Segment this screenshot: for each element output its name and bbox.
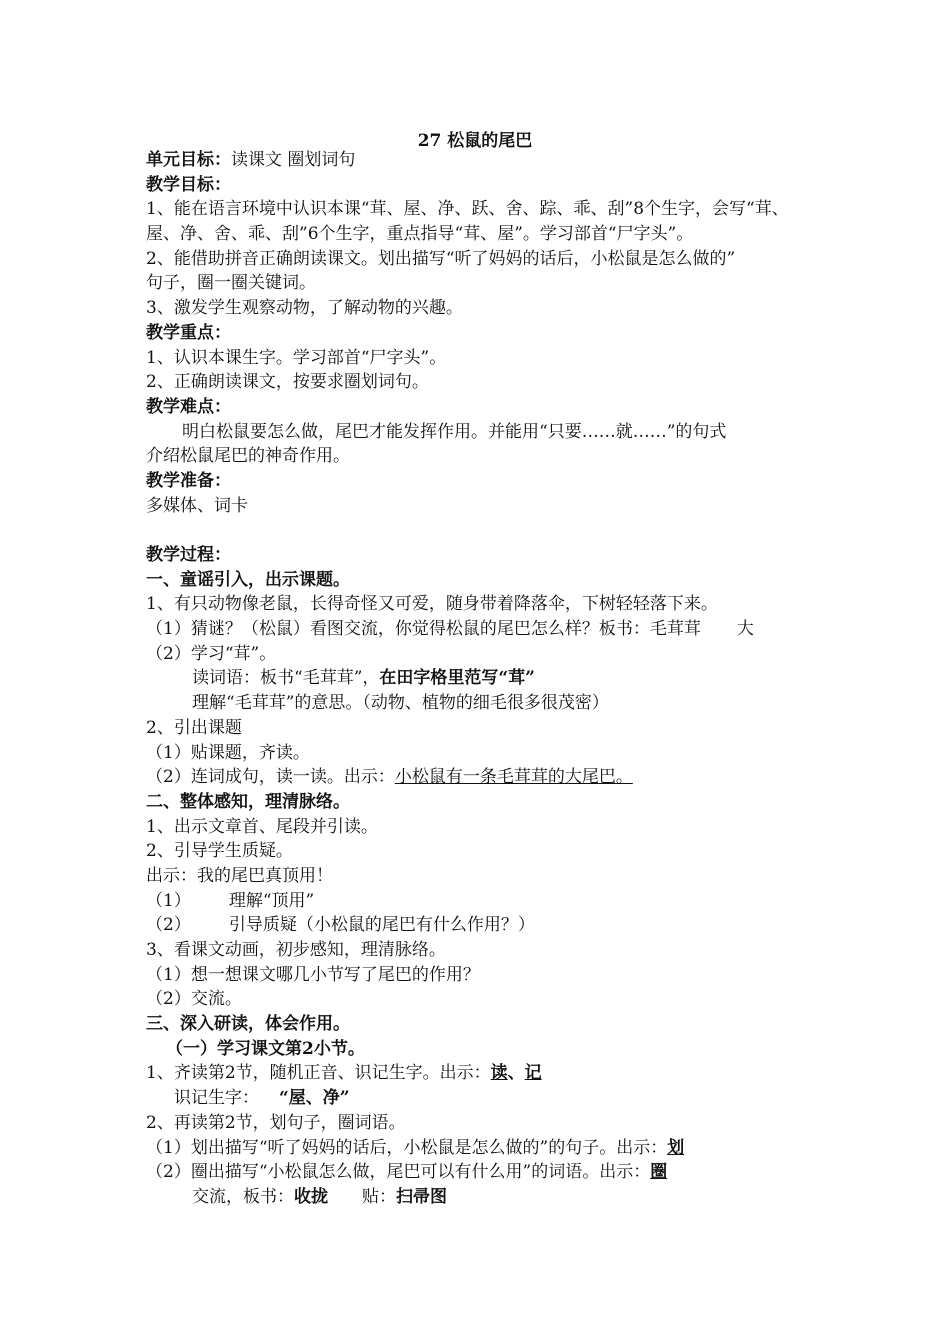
section-3-line-1 <box>146 1061 826 1086</box>
section-2-line-4 <box>146 889 826 914</box>
section-2-line-3: 出示：我的尾巴真顶用！ <box>146 865 333 886</box>
remember-card: 记 <box>524 1063 542 1084</box>
section-2-line-6: 3、看课文动画，初步感知，理清脉络。 <box>146 940 446 960</box>
unit-goal-text: 读课文 圈划词句 <box>231 150 356 170</box>
item-text: 引导质疑（小松鼠的尾巴有什么作用？） <box>228 915 535 936</box>
section-3-line-4 <box>146 1136 826 1161</box>
key-points-heading: 教学重点： <box>146 322 231 343</box>
item-text: 理解“顶用” <box>228 890 315 911</box>
unit-goal-label: 单元目标： <box>146 150 231 170</box>
memorize-chars: “屋、净” <box>279 1088 350 1109</box>
section-3-heading: 三、深入研读，体会作用。 <box>146 1014 350 1035</box>
underline-task-text: （1）划出描写“听了妈妈的话后，小松鼠是怎么做的”的句子。出示： <box>146 1137 668 1158</box>
document-title: 27 松鼠的尾巴 <box>417 131 533 151</box>
item-number: （2） <box>146 915 191 936</box>
section-1-line-2 <box>146 617 826 642</box>
section-1-heading: 一、童谣引入，出示课题。 <box>146 569 350 590</box>
section-2-line-2: 2、引导学生质疑。 <box>146 841 293 862</box>
memorize-label: 识记生字： <box>174 1088 259 1109</box>
broom-picture-label: 扫帚图 <box>396 1186 447 1207</box>
goal-1-line-1: 1、能在语言环境中认识本课“茸、屋、净、跃、舍、踪、乖、刮”8个生字，会写“茸、 <box>146 199 789 220</box>
key-point-2: 2、正确朗读课文，按要求圈划词句。 <box>146 372 429 393</box>
section-1-line-3: （2）学习“茸”。 <box>146 643 277 664</box>
difficulty-line-2: 介绍松鼠尾巴的神奇作用。 <box>146 446 350 467</box>
paste-label: 贴： <box>362 1186 396 1207</box>
section-3-subheading: （一）学习课文第2小节。 <box>166 1038 365 1059</box>
write-demo-text: 在田字格里范写“茸” <box>379 668 535 689</box>
process-heading: 教学过程： <box>146 545 231 565</box>
section-1-line-7: （1）贴课题，齐读。 <box>146 742 310 763</box>
section-1-line-2-tail: 大 <box>736 619 754 640</box>
section-2-line-7: （1）想一想课文哪几小节写了尾巴的作用？ <box>146 964 480 985</box>
goal-2-line-2: 句子，圈一圈关键词。 <box>146 273 316 294</box>
blank-line <box>146 518 826 543</box>
unit-goal-line <box>146 148 826 173</box>
document-body <box>146 148 826 1210</box>
connect-words-text: （2）连词成句，读一读。出示： <box>146 767 395 788</box>
section-1-line-4 <box>146 666 826 691</box>
section-2-line-1: 1、出示文章首、尾段并引读。 <box>146 816 378 837</box>
underline-card: 划 <box>667 1137 685 1158</box>
section-2-line-8: （2）交流。 <box>146 989 242 1010</box>
section-3-line-3: 2、再读第2节，划句子，圈词语。 <box>146 1112 406 1133</box>
difficulty-line-1: 明白松鼠要怎么做，尾巴才能发挥作用。并能用“只要……就……”的句式 <box>182 421 727 442</box>
prep-text: 多媒体、词卡 <box>146 495 248 516</box>
goal-1-line-2: 屋、净、舍、乖、刮”6个生字，重点指导“茸、屋”。学习部首“尸字头”。 <box>146 224 694 245</box>
board-word: 收拢 <box>294 1186 328 1207</box>
section-1-line-6: 2、引出课题 <box>146 717 242 738</box>
section-3-line-6 <box>146 1185 826 1210</box>
read-card: 读 <box>490 1063 508 1084</box>
example-sentence: 小松鼠有一条毛茸茸的大尾巴。 <box>394 767 633 788</box>
section-1-line-1: 1、有只动物像老鼠，长得奇怪又可爱，随身带着降落伞，下树轻轻落下来。 <box>146 594 718 615</box>
section-1-line-2-text: （1）猜谜？（松鼠）看图交流，你觉得松鼠的尾巴怎么样？板书：毛茸茸 <box>146 619 701 640</box>
circle-card: 圈 <box>650 1162 668 1183</box>
section-1-line-8 <box>146 765 826 790</box>
goal-2-line-1: 2、能借助拼音正确朗读课文。划出描写“听了妈妈的话后，小松鼠是怎么做的” <box>146 248 736 269</box>
difficulty-heading: 教学难点： <box>146 396 231 417</box>
section-2-heading: 二、整体感知，理清脉络。 <box>146 791 350 812</box>
circle-task-text: （2）圈出描写“小松鼠怎么做，尾巴可以有什么用”的词语。出示： <box>146 1162 651 1183</box>
section-2-line-5 <box>146 913 826 938</box>
separator: 、 <box>507 1063 525 1084</box>
prep-heading: 教学准备： <box>146 470 231 491</box>
read-words-text: 读词语：板书“毛茸茸”， <box>192 668 380 689</box>
section-3-line-2 <box>146 1086 826 1111</box>
read-aloud-text: 1、齐读第2节，随机正音、识记生字。出示： <box>146 1063 491 1084</box>
section-1-line-5: 理解“毛茸茸”的意思。（动物、植物的细毛很多很茂密） <box>192 693 609 714</box>
section-3-line-5 <box>146 1160 826 1185</box>
item-number: （1） <box>146 890 191 911</box>
goal-3: 3、激发学生观察动物，了解动物的兴趣。 <box>146 298 463 319</box>
key-point-1: 1、认识本课生字。学习部首“尸字头”。 <box>146 347 447 368</box>
teaching-goals-heading: 教学目标： <box>146 174 231 195</box>
exchange-text: 交流，板书： <box>192 1186 294 1207</box>
